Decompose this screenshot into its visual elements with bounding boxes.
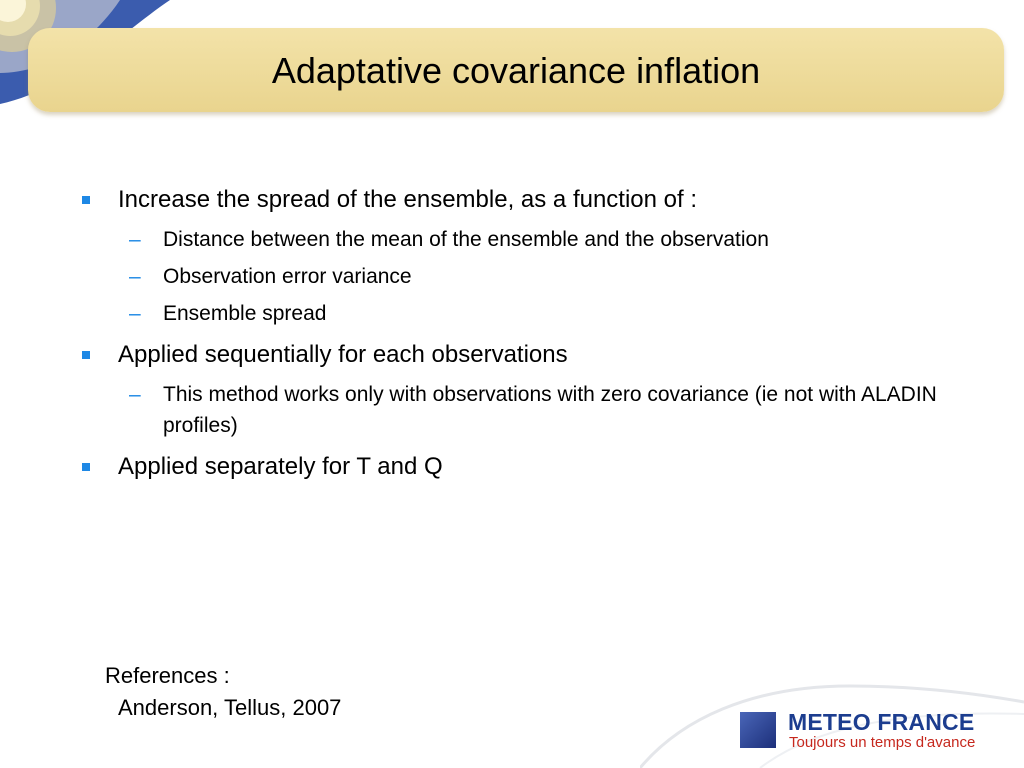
slide-title: Adaptative covariance inflation [271, 50, 761, 91]
sub-bullet-text: Distance between the mean of the ensemble and the observation [163, 228, 769, 251]
logo-tagline: Toujours un temps d'avance [789, 734, 976, 751]
sub-bullet-text: Observation error variance [163, 265, 412, 288]
sub-bullet-item [78, 224, 978, 255]
logo-mark-icon [740, 712, 776, 748]
bullet-list [78, 182, 978, 485]
references [105, 660, 341, 724]
bullet-item [78, 337, 978, 373]
sub-bullet-text: Ensemble spread [163, 302, 327, 325]
references-label: References : [105, 663, 230, 688]
square-bullet-icon [82, 196, 90, 204]
sub-bullet-item [78, 379, 978, 441]
meteo-france-logo [740, 710, 1000, 752]
dash-bullet-icon: – [129, 302, 141, 325]
bullet-item [78, 182, 978, 218]
dash-bullet-icon: – [129, 265, 141, 288]
logo-name: METEO FRANCE [788, 709, 975, 735]
square-bullet-icon [82, 351, 90, 359]
bullet-text: Increase the spread of the ensemble, as a function of : [118, 186, 698, 213]
square-bullet-icon [82, 463, 90, 471]
sub-bullet-text: This method works only with observations with zero covariance (ie not with ALADIN profiles) [163, 383, 937, 437]
reference-item: Anderson, Tellus, 2007 [118, 695, 342, 720]
dash-bullet-icon: – [129, 228, 141, 251]
dash-bullet-icon: – [129, 383, 141, 406]
bullet-text: Applied separately for T and Q [118, 453, 443, 480]
bullet-text: Applied sequentially for each observations [118, 341, 568, 368]
sub-bullet-item [78, 261, 978, 292]
sub-bullet-item [78, 298, 978, 329]
bullet-item [78, 449, 978, 485]
